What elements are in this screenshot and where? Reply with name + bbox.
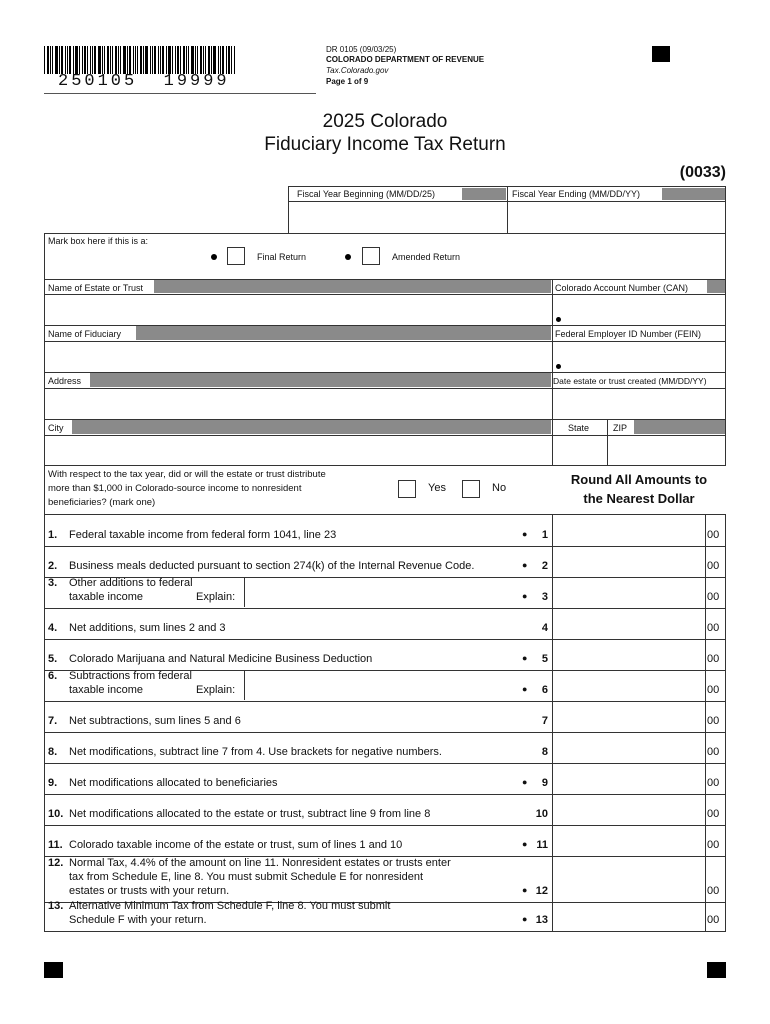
line-reference: 12 xyxy=(535,885,548,897)
bullet-icon xyxy=(556,317,561,322)
fiscal-year-ending-input[interactable] xyxy=(509,202,723,232)
explain-label: Explain: xyxy=(196,684,236,696)
barcode-bar xyxy=(195,46,196,74)
barcode-bar xyxy=(143,46,144,74)
barcode-bar xyxy=(94,46,96,74)
barcode-bar xyxy=(191,46,194,74)
cents-label: 00 xyxy=(707,746,720,758)
barcode-bar xyxy=(82,46,83,74)
line-number: 3. xyxy=(48,577,58,589)
line-13-amount-input[interactable] xyxy=(554,904,704,929)
line-number: 13. xyxy=(48,900,64,912)
barcode-bar xyxy=(140,46,142,74)
line-number: 7. xyxy=(48,715,58,727)
barcode-bar xyxy=(107,46,109,74)
line-description: Federal taxable income from federal form 1041, line 23 xyxy=(69,529,337,541)
divider xyxy=(44,233,45,931)
barcode-bar xyxy=(213,46,216,74)
fein-input[interactable] xyxy=(563,343,723,371)
line-12-amount-input[interactable] xyxy=(554,858,704,900)
divider xyxy=(44,233,726,234)
barcode-bar xyxy=(69,46,71,74)
date-created-input[interactable] xyxy=(554,390,723,418)
line-description: Schedule F with your return. xyxy=(69,914,207,926)
divider xyxy=(44,701,726,702)
fiduciary-name-input[interactable] xyxy=(46,343,550,371)
line-description: Net subtractions, sum lines 5 and 6 xyxy=(69,715,241,727)
barcode-bar xyxy=(112,46,113,74)
barcode-bar xyxy=(110,46,111,74)
barcode-bar xyxy=(87,46,88,74)
yes-label: Yes xyxy=(428,482,446,494)
barcode-bar xyxy=(205,46,206,74)
barcode-bar xyxy=(152,46,153,74)
barcode-bar xyxy=(145,46,148,74)
divider xyxy=(44,93,316,94)
divider xyxy=(44,294,726,295)
divider xyxy=(507,186,508,233)
barcode-bar xyxy=(133,46,134,74)
barcode-bar xyxy=(172,46,173,74)
line-number: 11. xyxy=(48,839,63,851)
barcode-bar xyxy=(98,46,101,74)
bullet-icon: ● xyxy=(522,885,528,895)
divider xyxy=(44,546,726,547)
explain-input[interactable] xyxy=(244,578,516,607)
line-number: 4. xyxy=(48,622,58,634)
estate-name-label: Name of Estate or Trust xyxy=(48,283,144,293)
divider xyxy=(44,608,726,609)
barcode-bar xyxy=(158,46,159,74)
estate-name-input[interactable] xyxy=(46,296,550,324)
barcode-bar xyxy=(218,46,219,74)
barcode-bar xyxy=(222,46,224,74)
fiscal-year-ending-label: Fiscal Year Ending (MM/DD/YY) xyxy=(512,189,641,199)
barcode-number: 250105 19999 xyxy=(58,72,230,91)
line-number: 2. xyxy=(48,560,58,572)
line-number: 1. xyxy=(48,529,58,541)
barcode-bar xyxy=(120,46,121,74)
line-number: 5. xyxy=(48,653,58,665)
divider xyxy=(44,931,726,932)
line-description: taxable income xyxy=(69,684,143,696)
line-3-amount-input[interactable] xyxy=(554,579,704,606)
line-reference: 4 xyxy=(541,622,548,634)
address-input[interactable] xyxy=(46,390,550,418)
divider xyxy=(725,233,726,465)
barcode-bar xyxy=(67,46,68,74)
barcode-bar xyxy=(90,46,91,74)
divider xyxy=(44,794,726,795)
cents-label: 00 xyxy=(707,808,720,820)
divider xyxy=(44,435,726,436)
cents-label: 00 xyxy=(707,529,720,541)
line-description: Net modifications, subtract line 7 from 4. Use brackets for negative numbers. xyxy=(69,746,442,758)
line-4-amount-input[interactable] xyxy=(554,610,704,637)
divider xyxy=(44,732,726,733)
barcode-bar xyxy=(50,46,51,74)
divider xyxy=(44,341,726,342)
line-description: Business meals deducted pursuant to section 274(k) of the Internal Revenue Code. xyxy=(69,560,475,572)
question-text-line1: With respect to the tax year, did or will the estate or trust distribute xyxy=(48,469,326,480)
line-description: Net additions, sum lines 2 and 3 xyxy=(69,622,226,634)
barcode-bar xyxy=(73,46,74,74)
divider xyxy=(44,514,726,515)
line-number: 9. xyxy=(48,777,58,789)
line-reference: 10 xyxy=(535,808,548,820)
line-reference: 13 xyxy=(535,914,548,926)
round-note-line1: Round All Amounts to xyxy=(570,472,708,487)
cents-label: 00 xyxy=(707,684,720,696)
barcode-bar xyxy=(220,46,221,74)
line-number: 8. xyxy=(48,746,58,758)
bullet-icon xyxy=(345,254,351,260)
line-6-amount-input[interactable] xyxy=(554,672,704,699)
line-reference: 1 xyxy=(541,529,548,541)
round-note-line2: the Nearest Dollar xyxy=(583,491,695,506)
barcode-bar xyxy=(127,46,128,74)
barcode-bar xyxy=(162,46,164,74)
barcode-bar xyxy=(177,46,179,74)
explain-label: Explain: xyxy=(196,591,236,603)
line-number: 10. xyxy=(48,808,64,820)
form-id: DR 0105 (09/03/25) xyxy=(326,45,397,54)
line-number: 12. xyxy=(48,857,64,869)
barcode-bar xyxy=(231,46,232,74)
bullet-icon: ● xyxy=(522,684,528,694)
line-10-amount-input[interactable] xyxy=(554,796,704,823)
bullet-icon xyxy=(556,364,561,369)
state-input[interactable] xyxy=(554,437,606,464)
barcode-bar xyxy=(183,46,185,74)
final-return-checkbox[interactable] xyxy=(227,247,245,265)
line-description: Net modifications allocated to the estate or trust, subtract line 9 from line 8 xyxy=(69,808,431,820)
divider xyxy=(44,763,726,764)
barcode-bar xyxy=(75,46,78,74)
barcode-bar xyxy=(104,46,105,74)
divider xyxy=(44,825,726,826)
line-description: Net modifications allocated to beneficiaries xyxy=(69,777,278,789)
cents-label: 00 xyxy=(707,715,720,727)
zip-input[interactable] xyxy=(609,437,723,464)
line-reference: 8 xyxy=(541,746,548,758)
cents-label: 00 xyxy=(707,591,720,603)
barcode-bar xyxy=(123,46,126,74)
label-fill xyxy=(662,188,725,200)
barcode-bar xyxy=(115,46,117,74)
barcode-bar xyxy=(150,46,151,74)
cents-label: 00 xyxy=(707,622,720,634)
bullet-icon: ● xyxy=(522,914,528,924)
line-2-amount-input[interactable] xyxy=(554,548,704,575)
barcode-bar xyxy=(52,46,53,74)
barcode-bar xyxy=(168,46,171,74)
divider xyxy=(44,639,726,640)
line-reference: 11 xyxy=(536,839,548,851)
line-8-amount-input[interactable] xyxy=(554,734,704,761)
bullet-icon xyxy=(211,254,217,260)
can-input[interactable] xyxy=(563,296,723,324)
barcode-bar xyxy=(92,46,93,74)
page-number: Page 1 of 9 xyxy=(326,77,369,86)
fiscal-year-beginning-label: Fiscal Year Beginning (MM/DD/25) xyxy=(297,189,436,199)
barcode-bar xyxy=(61,46,63,74)
line-description: Normal Tax, 4.4% of the amount on line 11. Nonresident estates or trusts enter xyxy=(69,857,451,869)
divider xyxy=(44,388,726,389)
return-type-prompt: Mark box here if this is a: xyxy=(48,236,149,246)
label-fill xyxy=(707,280,725,293)
cents-label: 00 xyxy=(707,560,720,572)
barcode-bar xyxy=(200,46,202,74)
form-title-year: 2025 Colorado xyxy=(322,111,448,132)
divider xyxy=(288,186,289,233)
address-label: Address xyxy=(48,376,82,386)
registration-mark xyxy=(44,962,63,978)
line-description: Colorado Marijuana and Natural Medicine Business Deduction xyxy=(69,653,373,665)
barcode-bar xyxy=(175,46,176,74)
question-text-line2: more than $1,000 in Colorado-source income to nonresident xyxy=(48,483,302,494)
line-description: Other additions to federal xyxy=(69,577,193,589)
line-reference: 2 xyxy=(541,560,548,572)
line-7-amount-input[interactable] xyxy=(554,703,704,730)
line-5-amount-input[interactable] xyxy=(554,641,704,668)
zip-label: ZIP xyxy=(613,423,628,433)
barcode-bar xyxy=(135,46,136,74)
form-title: Fiduciary Income Tax Return xyxy=(264,134,506,155)
cents-label: 00 xyxy=(707,839,720,851)
fiduciary-name-label: Name of Fiduciary xyxy=(48,329,122,339)
barcode xyxy=(44,46,252,74)
can-label: Colorado Account Number (CAN) xyxy=(555,283,689,293)
label-fill xyxy=(90,373,551,387)
city-label: City xyxy=(48,423,64,433)
label-fill xyxy=(462,188,506,200)
barcode-bar xyxy=(166,46,167,74)
barcode-bar xyxy=(186,46,187,74)
no-label: No xyxy=(492,482,507,494)
barcode-bar xyxy=(180,46,181,74)
bullet-icon: ● xyxy=(522,653,528,663)
amended-return-label: Amended Return xyxy=(392,252,461,262)
barcode-bar xyxy=(44,46,45,74)
state-label: State xyxy=(568,423,590,433)
explain-input[interactable] xyxy=(244,671,516,700)
barcode-bar xyxy=(84,46,86,74)
barcode-bar xyxy=(154,46,156,74)
line-9-amount-input[interactable] xyxy=(554,765,704,792)
yes-checkbox[interactable] xyxy=(398,480,416,498)
cents-label: 00 xyxy=(707,777,720,789)
barcode-bar xyxy=(118,46,119,74)
label-fill xyxy=(154,280,551,293)
line-description: estates or trusts with your return. xyxy=(69,885,230,897)
bullet-icon: ● xyxy=(522,591,528,601)
barcode-bar xyxy=(188,46,189,74)
amended-return-checkbox[interactable] xyxy=(362,247,380,265)
no-checkbox[interactable] xyxy=(462,480,480,498)
bullet-icon: ● xyxy=(522,777,528,787)
cents-label: 00 xyxy=(707,914,720,926)
line-reference: 5 xyxy=(541,653,548,665)
barcode-bar xyxy=(129,46,131,74)
barcode-bar xyxy=(102,46,103,74)
website: Tax.Colorado.gov xyxy=(326,66,389,75)
barcode-bar xyxy=(211,46,212,74)
fein-label: Federal Employer ID Number (FEIN) xyxy=(555,329,702,339)
barcode-bar xyxy=(228,46,230,74)
line-reference: 9 xyxy=(541,777,548,789)
fiscal-year-beginning-input[interactable] xyxy=(290,202,505,232)
barcode-bar xyxy=(47,46,49,74)
barcode-bar xyxy=(226,46,227,74)
registration-mark xyxy=(707,962,726,978)
cents-label: 00 xyxy=(707,653,720,665)
label-fill xyxy=(72,420,551,434)
bullet-icon: ● xyxy=(522,560,528,570)
barcode-bar xyxy=(197,46,198,74)
barcode-bar xyxy=(203,46,204,74)
barcode-bar xyxy=(55,46,58,74)
barcode-bar xyxy=(79,46,80,74)
barcode-bar xyxy=(208,46,210,74)
date-created-label: Date estate or trust created (MM/DD/YY) xyxy=(553,376,707,386)
final-return-label: Final Return xyxy=(257,252,307,262)
question-text-line3: beneficiaries? (mark one) xyxy=(48,497,156,508)
barcode-bar xyxy=(65,46,66,74)
barcode-bar xyxy=(234,46,235,74)
divider xyxy=(725,186,726,233)
label-fill xyxy=(634,420,725,434)
cents-label: 00 xyxy=(707,885,720,897)
line-description: taxable income xyxy=(69,591,143,603)
line-11-amount-input[interactable] xyxy=(554,827,704,854)
line-description: Alternative Minimum Tax from Schedule F, line 8. You must submit xyxy=(69,900,391,912)
city-input[interactable] xyxy=(46,437,550,464)
barcode-bar xyxy=(160,46,161,74)
line-reference: 7 xyxy=(541,715,548,727)
label-fill xyxy=(136,326,551,340)
line-description: Colorado taxable income of the estate or trust, sum of lines 1 and 10 xyxy=(69,839,403,851)
barcode-bar xyxy=(137,46,138,74)
line-number: 6. xyxy=(48,670,58,682)
bullet-icon: ● xyxy=(522,529,528,539)
line-description: Subtractions from federal xyxy=(69,670,192,682)
form-code: (0033) xyxy=(679,164,726,181)
line-description: tax from Schedule E, line 8. You must submit Schedule E for nonresident xyxy=(69,871,424,883)
line-reference: 3 xyxy=(541,591,548,603)
divider xyxy=(607,419,608,465)
bullet-icon: ● xyxy=(522,839,528,849)
department-name: COLORADO DEPARTMENT OF REVENUE xyxy=(326,55,485,64)
registration-mark xyxy=(652,46,670,62)
barcode-bar xyxy=(59,46,60,74)
line-1-amount-input[interactable] xyxy=(554,517,704,544)
line-reference: 6 xyxy=(541,684,548,696)
divider xyxy=(44,465,726,466)
